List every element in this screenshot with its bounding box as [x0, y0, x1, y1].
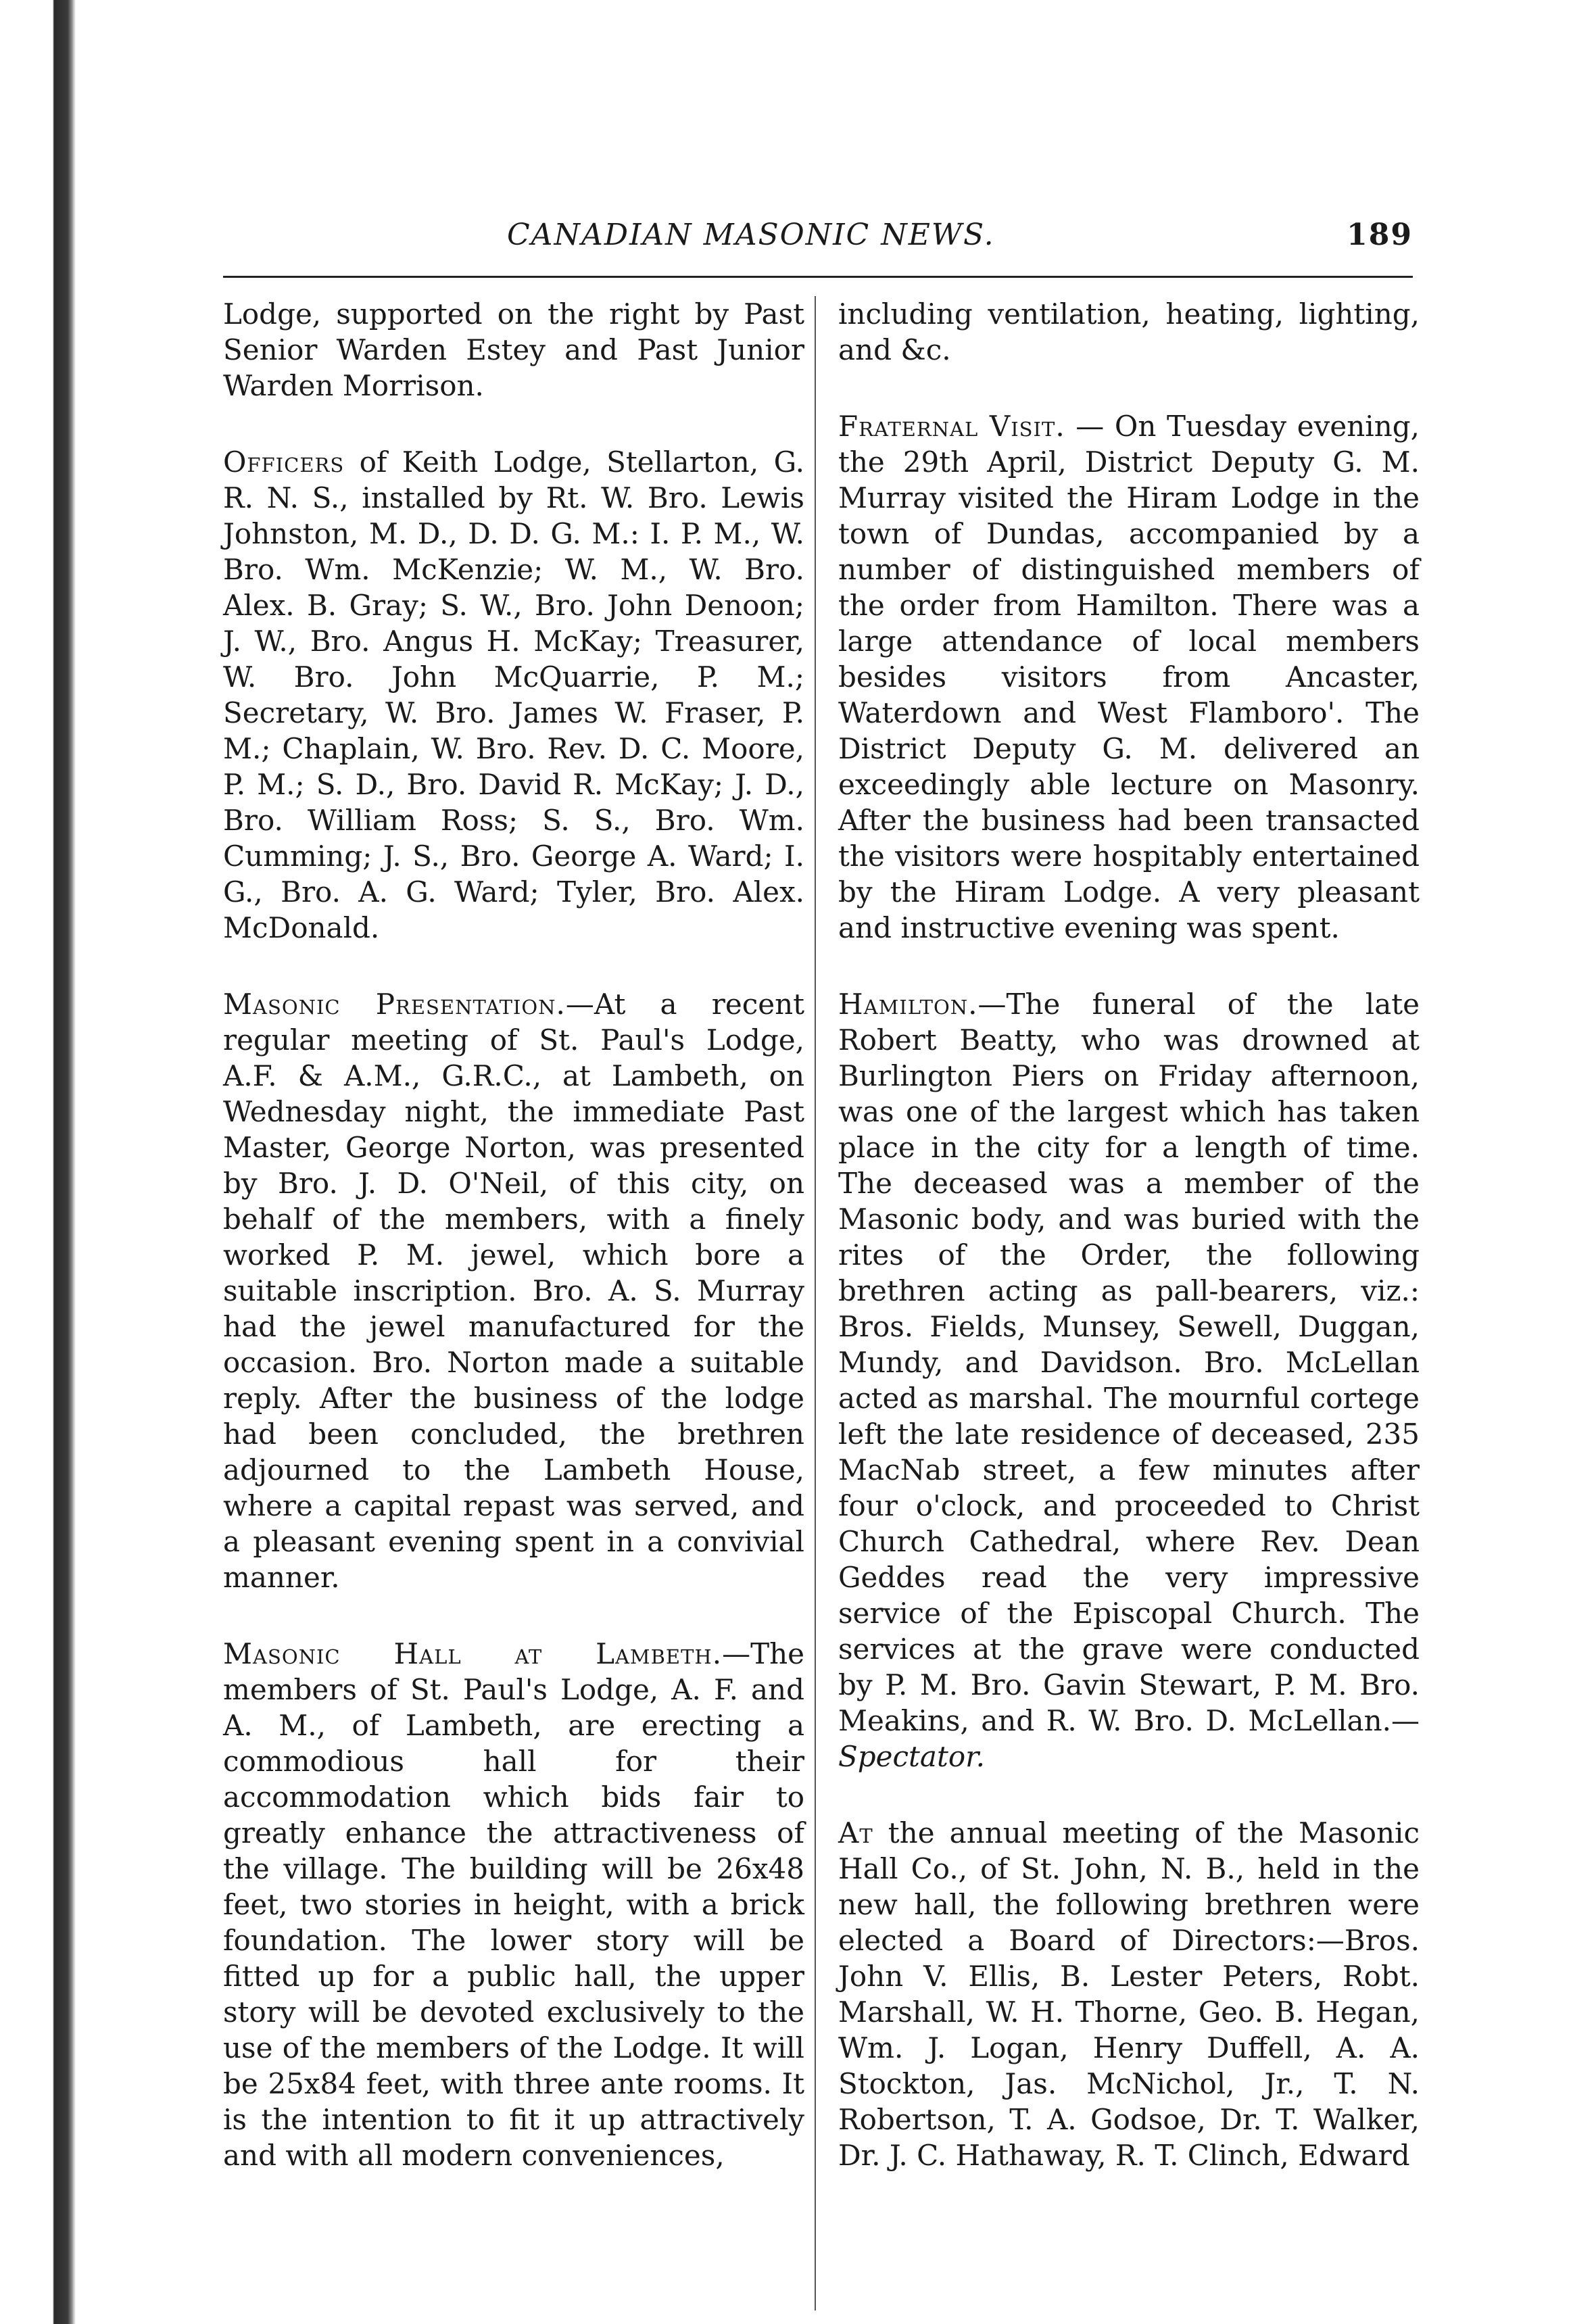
article-lead: Masonic Presentation.: [223, 988, 566, 1021]
right-column: [838, 296, 1420, 2310]
article-masonic-presentation: Masonic Presentation.—At a recent regular meeting of St. Paul's Lodge, A.F. & A.M., G.R.C., at Lambeth, on Wednesday night, the immediate Past Master, George Norton, was presented by Bro. J. D. O'Neil, of this city, on behalf of the members, with a finely worked P. M. jewel, which bore a suitable inscription. Bro. A. S. Murray had the jewel manufactured for the occasion. Bro. Norton made a suitable reply. After the business of the lodge had been concluded, the brethren adjourned to the Lambeth House, where a capital repast was served, and a pleasant evening spent in a convivial manner.: [223, 988, 804, 1594]
article-officers-keith-lodge: Officers of Keith Lodge, Stellarton, G. R. N. S., installed by Rt. W. Bro. Lewis Johnston, M. D., D. D. G. M.: I. P. M., W. Bro. Wm. McKenzie; W. M., W. Bro. Alex. B. Gray; S. W., Bro. John Denoon; J. W., Bro. Angus H. McKay; Treasurer, W. Bro. John McQuarrie, P. M.; Secretary, W. Bro. James W. Fraser, P. M.; Chaplain, W. Bro. Rev. D. C. Moore, P. M.; S. D., Bro. David R. McKay; J. D., Bro. William Ross; S. S., Bro. Wm. Cumming; J. S., Bro. George A. Ward; I. G., Bro. A. G. Ward; Tyler, Bro. Alex. McDonald.: [223, 445, 804, 944]
article-lead: Masonic Hall at Lambeth.: [223, 1637, 723, 1670]
article-lead: Hamilton.: [838, 988, 978, 1021]
article-lead: Officers: [223, 445, 345, 479]
continued-paragraph: Lodge, supported on the right by Past Senior Warden Estey and Past Junior Warden Morrison.: [223, 297, 804, 402]
book-binding-edge: [0, 0, 101, 2324]
page-number: 189: [1347, 218, 1413, 252]
column-divider: [815, 296, 816, 2310]
running-header: [223, 218, 1413, 265]
article-masonic-hall-co: At the annual meeting of the Masonic Hall Co., of St. John, N. B., held in the new hall, the following brethren were elected a Board of Directors:—Bros. John V. Ellis, B. Lester Peters, Robt. Marshall, W. H. Thorne, Geo. B. Hegan, Wm. J. Logan, Henry Duffell, A. A. Stockton, Jas. McNichol, Jr., T. N. Robertson, T. A. Godsoe, Dr. T. Walker, Dr. J. C. Hathaway, R. T. Clinch, Edward: [838, 1816, 1420, 2172]
article-lead: Fraternal Visit.: [838, 410, 1065, 443]
article-source: Spectator.: [838, 1740, 985, 1773]
article-fraternal-visit: Fraternal Visit. — On Tuesday evening, the 29th April, District Deputy G. M. Murray visited the Hiram Lodge in the town of Dundas, accompanied by a number of distinguished members of the order from Hamilton. There was a large attendance of local members besides visitors from Ancaster, Waterdown and West Flamboro'. The District Deputy G. M. delivered an exceedingly able lecture on Masonry. After the business had been transacted the visitors were hospitably entertained by the Hiram Lodge. A very pleasant and instructive evening was spent.: [838, 410, 1420, 944]
left-column: [223, 296, 804, 2310]
journal-title: CANADIAN MASONIC NEWS.: [507, 218, 995, 252]
article-masonic-hall-lambeth: Masonic Hall at Lambeth.—The members of St. Paul's Lodge, A. F. and A. M., of Lambeth, are erecting a commodious hall for their accommodation which bids fair to greatly enhance the attractiveness of the village. The building will be 26x48 feet, two stories in height, with a brick foundation. The lower story will be fitted up for a public hall, the upper story will be devoted exclusively to the use of the members of the Lodge. It will be 25x84 feet, with three ante rooms. It is the intention to fit it up attractively and with all modern conveniences,: [223, 1637, 804, 2172]
header-rule: [223, 276, 1413, 278]
article-hamilton-funeral: Hamilton.—The funeral of the late Robert Beatty, who was drowned at Burlington Piers on Friday afternoon, was one of the largest which has taken place in the city for a length of time. The deceased was a member of the Masonic body, and was buried with the rites of the Order, the following brethren acting as pall-bearers, viz.: Bros. Fields, Munsey, Sewell, Duggan, Mundy, and Davidson. Bro. McLellan acted as marshal. The mournful cortege left the late residence of deceased, 235 MacNab street, a few minutes after four o'clock, and proceeded to Christ Church Cathedral, where Rev. Dean Geddes read the very impressive service of the Episcopal Church. The services at the grave were conducted by P. M. Bro. Gavin Stewart, P. M. Bro. Meakins, and R. W. Bro. D. McLellan.—Spectator.: [838, 988, 1420, 1773]
article-lead: At: [838, 1816, 873, 1849]
continued-paragraph: including ventilation, heating, lighting, and &c.: [838, 297, 1420, 366]
